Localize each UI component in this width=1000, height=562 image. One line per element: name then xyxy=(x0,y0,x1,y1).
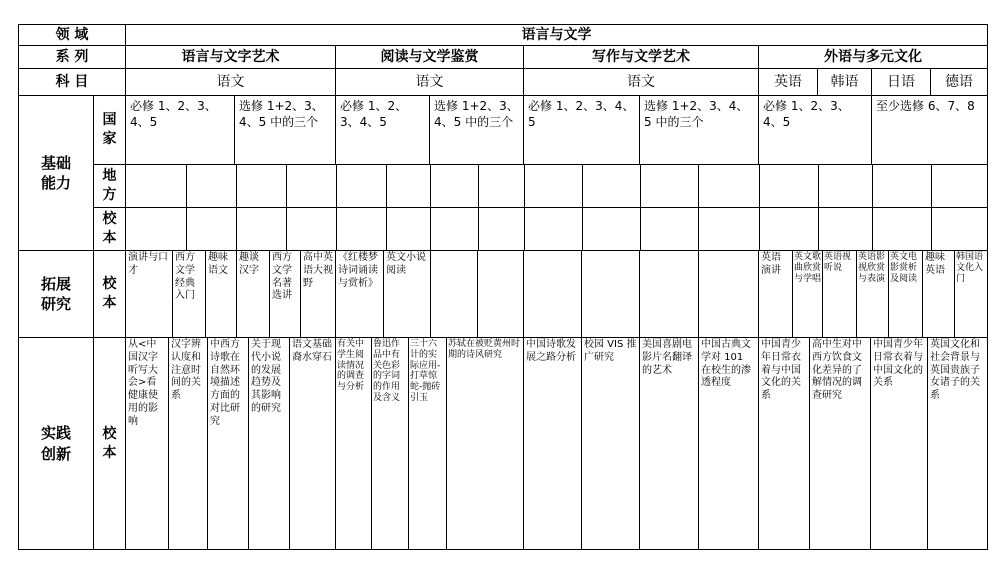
section-basic-ability-text: 基础能力 xyxy=(40,153,71,192)
subject-japanese: 日语 xyxy=(871,68,931,96)
national-cell: 至少选修 6、7、8 xyxy=(871,95,988,165)
subject-chinese-3: 语文 xyxy=(523,68,759,96)
practice-topic: 苏轼在被贬黄州时期的诗风研究 xyxy=(446,337,524,550)
practice-topic: 有关中学生阅读情况的调查与分析 xyxy=(335,337,372,550)
extension-course: 西方文学经典入门 xyxy=(172,250,206,338)
extension-course: 英文小说阅读 xyxy=(383,250,431,338)
extension-course: 英语演讲 xyxy=(758,250,793,338)
subject-label: 科 目 xyxy=(18,68,126,96)
national-cell: 必修 1、2、3、4、5 xyxy=(335,95,430,165)
extension-empty xyxy=(698,250,759,338)
extension-course: 西方文学名著选讲 xyxy=(269,250,301,338)
extension-course: 英语视听说 xyxy=(822,250,857,338)
extension-course: 英文电影赏析及阅读 xyxy=(888,250,923,338)
extension-course: 韩国语文化入门 xyxy=(954,250,988,338)
practice-topic: 美国喜剧电影片名翻译的艺术 xyxy=(639,337,699,550)
practice-topic: 鲁迅作品中有关色彩的字词的作用及含义 xyxy=(371,337,409,550)
subject-chinese-1: 语文 xyxy=(125,68,336,96)
section-extension xyxy=(18,250,94,338)
national-cell: 选修 1+2、3、4、5 中的三个 xyxy=(234,95,336,165)
practice-topic: 汉字辨认度和注意时间的关系 xyxy=(168,337,208,550)
practice-topic: 中国诗歌发展之路分析 xyxy=(523,337,582,550)
extension-course: 英文歌曲欣赏与学唱 xyxy=(792,250,823,338)
practice-topic: 中西方诗歌在自然环境描述方面的对比研究 xyxy=(207,337,249,550)
extension-empty xyxy=(430,250,478,338)
level-local-text: 地方 xyxy=(102,168,117,203)
extension-course: 演讲与口才 xyxy=(125,250,173,338)
extension-course: 趣味英语 xyxy=(922,250,955,338)
level-school-practice-text: 校本 xyxy=(102,425,117,461)
level-local xyxy=(93,164,126,208)
extension-course: 《红楼梦诗词诵读与赏析》 xyxy=(335,250,384,338)
practice-topic: 从<中国汉字听写大会>看健康使用的影响 xyxy=(125,337,169,550)
domain-value: 语言与文学 xyxy=(125,24,988,46)
level-school xyxy=(93,207,126,251)
extension-empty xyxy=(523,250,582,338)
extension-course: 趣味语文 xyxy=(205,250,237,338)
practice-topic: 高中生对中西方饮食文化差异的了解情况的调查研究 xyxy=(809,337,871,550)
national-cell: 选修 1+2、3、4、5 中的三个 xyxy=(639,95,759,165)
practice-topic: 中国青少年日常衣着与中国文化的关系 xyxy=(870,337,928,550)
school-row-cells xyxy=(125,207,988,251)
practice-topic: 英国文化和社会背景与英国贵族子女诸子的关系 xyxy=(927,337,988,550)
series-writing: 写作与文学艺术 xyxy=(523,45,759,69)
section-practice xyxy=(18,337,94,550)
level-school-practice xyxy=(93,337,126,550)
extension-empty xyxy=(581,250,640,338)
national-cell: 选修 1+2、3、4、5 中的三个 xyxy=(429,95,524,165)
level-school-extension-text: 校本 xyxy=(102,276,117,311)
practice-topic: 语文基础裔水穿石 xyxy=(289,337,336,550)
national-cell: 必修 1、2、3、4、5 xyxy=(758,95,872,165)
national-cell: 必修 1、2、3、4、5 xyxy=(523,95,640,165)
practice-topic: 校园 VIS 推广研究 xyxy=(581,337,640,550)
section-basic-ability xyxy=(18,95,94,251)
level-national xyxy=(93,95,126,165)
subject-english: 英语 xyxy=(758,68,818,96)
practice-topic: 中国青少年日常衣着与中国文化的关系 xyxy=(758,337,810,550)
extension-course: 高中英语大视野 xyxy=(300,250,336,338)
practice-topic: 三十六计的实际应用-打草惊蛇-抛砖引玉 xyxy=(408,337,447,550)
extension-empty xyxy=(477,250,524,338)
section-practice-text: 实践创新 xyxy=(40,424,71,463)
section-extension-text: 拓展研究 xyxy=(40,274,71,313)
extension-empty xyxy=(639,250,699,338)
series-label: 系 列 xyxy=(18,45,126,69)
subject-korean: 韩语 xyxy=(817,68,872,96)
practice-topic: 关于现代小说的发展趋势及其影响的研究 xyxy=(248,337,290,550)
practice-topic: 中国古典文学对 101 在校生的渗透程度 xyxy=(698,337,759,550)
extension-course: 趣谈汉字 xyxy=(236,250,270,338)
subject-german: 德语 xyxy=(930,68,988,96)
extension-course: 英语影视欣赏与表演 xyxy=(856,250,889,338)
series-language-art: 语言与文字艺术 xyxy=(125,45,336,69)
series-foreign: 外语与多元文化 xyxy=(758,45,988,69)
level-school-extension xyxy=(93,250,126,338)
subject-chinese-2: 语文 xyxy=(335,68,524,96)
local-row-cells xyxy=(125,164,988,208)
national-cell: 必修 1、2、3、4、5 xyxy=(125,95,235,165)
domain-label: 领 域 xyxy=(18,24,126,46)
level-school-text: 校本 xyxy=(102,211,117,246)
level-national-text: 国家 xyxy=(102,112,117,147)
series-reading: 阅读与文学鉴赏 xyxy=(335,45,524,69)
